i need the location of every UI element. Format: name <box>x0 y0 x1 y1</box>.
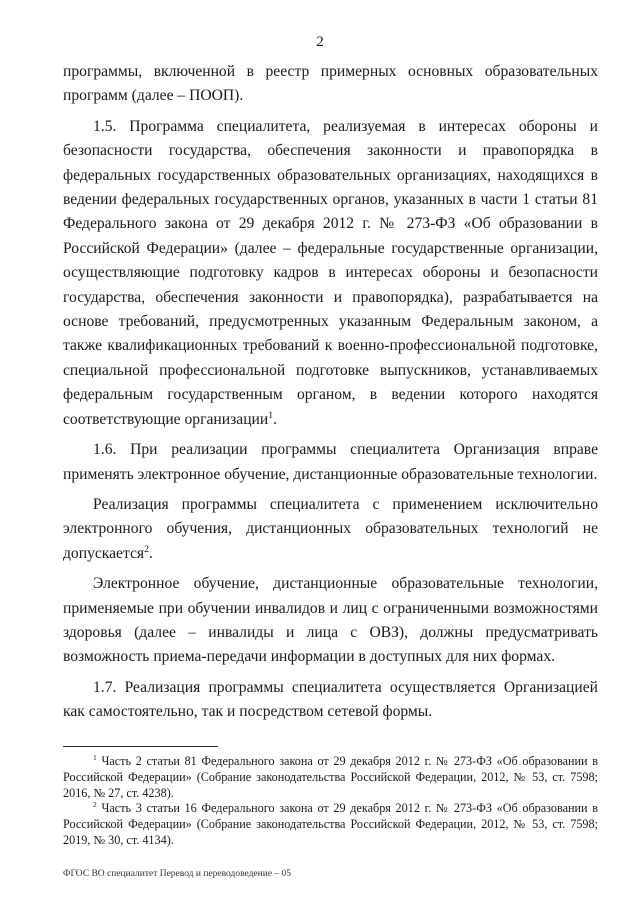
footnote-divider <box>63 746 218 747</box>
paragraph-continuation <box>63 60 598 109</box>
body-text <box>63 60 598 725</box>
footnote-marker: 1 <box>93 752 97 762</box>
paragraph-remote-learning: Реализация программы специалитета с применением исключительно электронного обучения, дистанционных образовательных технологий не допускается$^2$. <box>63 495 598 562</box>
paragraph-text: 1.6. При реализации программы специалитета Организация вправе применять электронное обучение, дистанционные образовательные технологии. <box>63 441 598 483</box>
footnote-2 <box>63 801 598 848</box>
paragraph-1-7 <box>63 676 598 725</box>
footnote-marker: 2 <box>93 800 97 810</box>
paragraph-text: Реализация программы специалитета с применением исключительно электронного обучения, дистанционных образовательных технологий не допускается <box>63 495 598 562</box>
footnotes <box>63 754 598 849</box>
page-footer: ФГОС ВО специалитет Перевод и переводоведение – 05 <box>63 869 292 879</box>
footnote-text: Часть 3 статьи 16 Федерального закона от 29 декабря 2012 г. № 273-ФЗ «Об образовании в Российской Федерации» (Собрание законодательства Российской Федерации, 2012, № 53, ст. 7598; 2019, № 30, ст. 4134). <box>63 801 598 847</box>
paragraph-text: 1.5. Программа специалитета, реализуемая в интересах обороны и безопасности государства, обеспечения законности и правопорядка в федеральных государственных образовательных организациях, находящихся в ведении федеральных государственных органов, указанных в части 1 статьи 81 Федерального закона от 29 декабря 2012 г. № 273-ФЗ «Об образовании в Российской Федерации» (далее – федеральные государственные организации, осуществляющие подготовку кадров в интересах обороны и безопасности государства, обеспечения законности и правопорядка), разрабатывается на основе требований, предусмотренных указанным Федеральным законом, а также квалификационных требований к военно-профессиональной подготовке, специальной профессиональной подготовке выпускников, устанавливаемых федеральным государственным органом, в ведении которого находятся соответствующие организации <box>63 117 598 428</box>
paragraph-text: программы, включенной в реестр примерных основных образовательных программ (далее – ПООП). <box>63 63 598 105</box>
page-number: 2 <box>316 34 324 50</box>
paragraph-text: Электронное обучение, дистанционные образовательные технологии, применяемые при обучении инвалидов и лиц с ограниченными возможностями здоровья (далее – инвалиды и лица с ОВЗ), должны предусматривать возможность приема-передачи информации в доступных для них формах. <box>63 575 598 666</box>
paragraph-disabled-access <box>63 572 598 670</box>
paragraph-text: 1.7. Реализация программы специалитета осуществляется Организацией как самостоятельно, так и посредством сетевой формы. <box>63 678 598 721</box>
paragraph-1-5: 1.5. Программа специалитета, реализуемая в интересах обороны и безопасности государства, обеспечения законности и правопорядка в федеральных государственных образовательных организациях, находящихся в ведении федеральных государственных органов, указанных в части 1 статьи 81 Федерального закона от 29 декабря 2012 г. № 273-ФЗ «Об образовании в Российской Федерации» (далее – федеральные государственные организации, осуществляющие подготовку кадров в интересах обороны и безопасности государства, обеспечения законности и правопорядка), разрабатывается на основе требований, предусмотренных указанным Федеральным законом, а также квалификационных требований к военно-профессиональной подготовке, специальной профессиональной подготовке выпускников, устанавливаемых федеральным государственным органом, в ведении которого находятся соответствующие организации$^1$. <box>63 117 598 428</box>
footnote-ref-2[interactable]: 2 <box>144 543 149 555</box>
footnote-1 <box>63 754 598 801</box>
footnote-text: Часть 2 статьи 81 Федерального закона от 29 декабря 2012 г. № 273-ФЗ «Об образовании в Российской Федерации» (Собрание законодательства Российской Федерации, 2012, № 53, ст. 7598; 2016, № 27, ст. 4238). <box>63 754 598 800</box>
paragraph-1-6 <box>63 438 598 487</box>
footnote-ref-1[interactable]: 1 <box>268 409 274 421</box>
